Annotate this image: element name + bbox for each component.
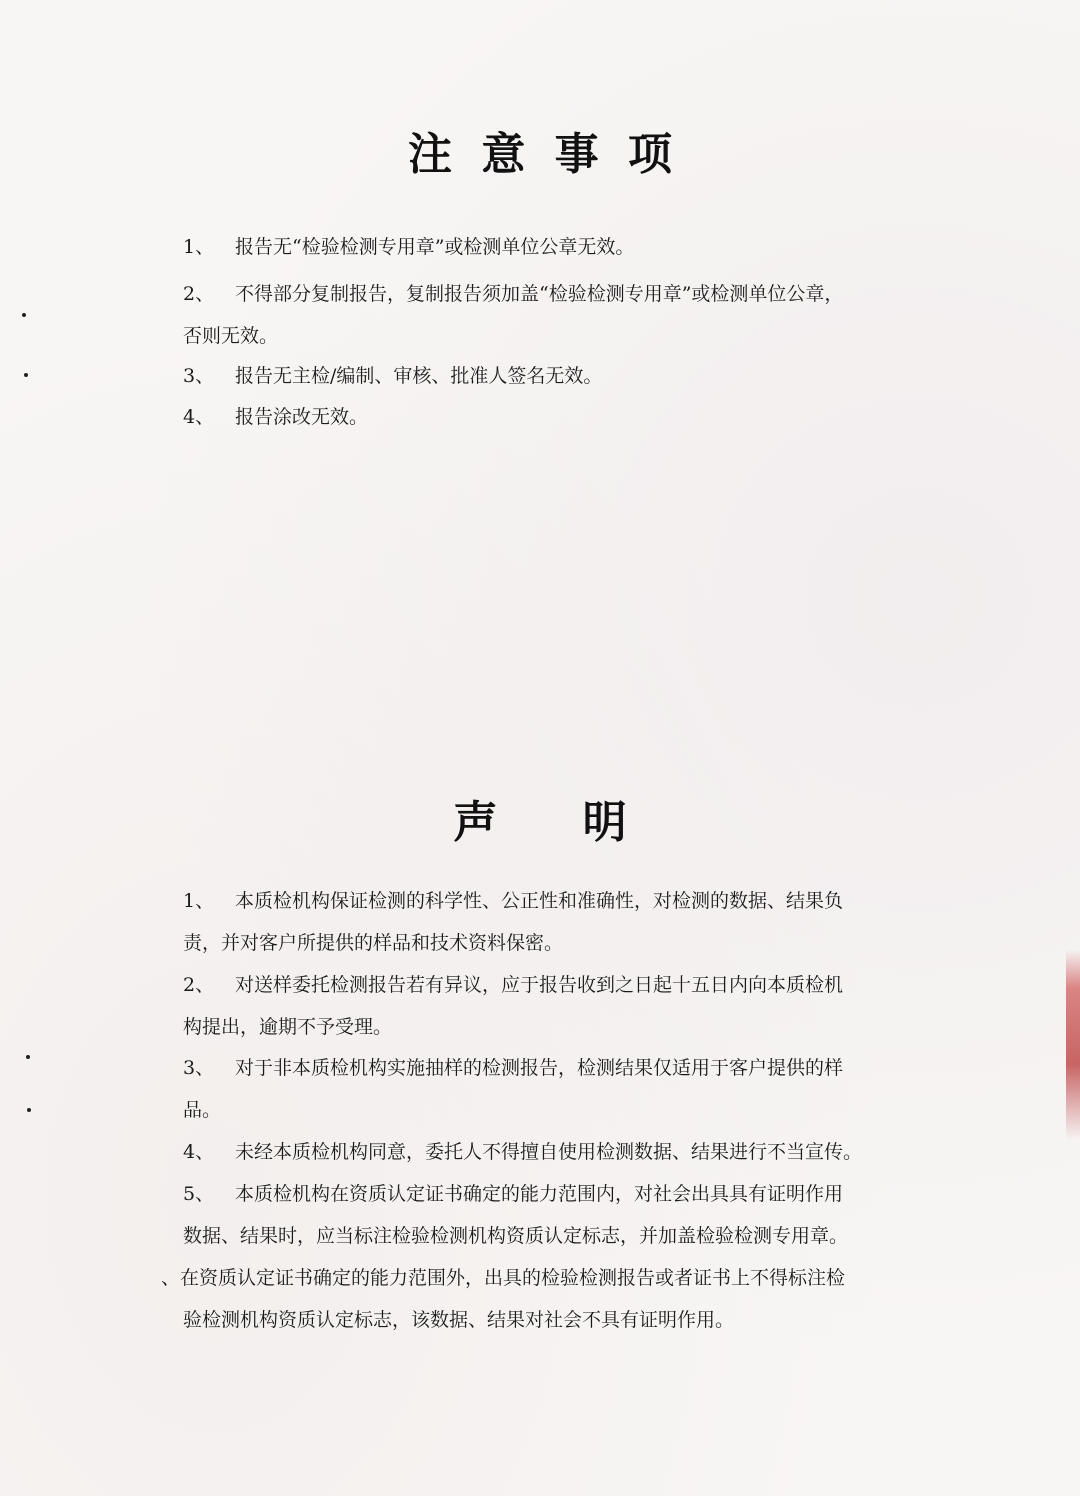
notice-item-number: 3、 — [183, 365, 215, 387]
statement-item-3 — [183, 1047, 913, 1131]
statement-item-text: 未经本质检机构同意，委托人不得擅自使用检测数据、结果进行不当宣传。 — [235, 1141, 863, 1163]
notice-item-text: 报告无“检验检测专用章”或检测单位公章无效。 — [235, 236, 635, 258]
statement-item-5 — [161, 1173, 913, 1341]
statement-item-number: 1、 — [183, 890, 215, 912]
scan-speck — [24, 373, 28, 377]
statement-item-number: 2、 — [183, 974, 215, 996]
statement-item-text-cont: 品。 — [183, 1099, 222, 1121]
scan-speck — [26, 1055, 30, 1059]
statement-item-text-cont: 验检测机构资质认定标志，该数据、结果对社会不具有证明作用。 — [183, 1309, 735, 1331]
statement-item-text: 对于非本质检机构实施抽样的检测报告，检测结果仅适用于客户提供的样 — [235, 1057, 844, 1079]
statement-item-text-cont: 数据、结果时，应当标注检验检测机构资质认定标志，并加盖检验检测专用章。 — [183, 1225, 849, 1247]
statement-item-number: 4、 — [183, 1141, 215, 1163]
notice-item-number: 4、 — [183, 406, 215, 428]
scan-speck — [27, 1108, 31, 1112]
statement-item-text: 本质检机构保证检测的科学性、公正性和准确性，对检测的数据、结果负 — [235, 890, 844, 912]
notice-item-1 — [183, 226, 913, 268]
statement-item-number: 5、 — [183, 1183, 215, 1205]
notice-item-text: 报告无主检/编制、审核、批准人签名无效。 — [235, 365, 603, 387]
statement-item-4 — [183, 1131, 913, 1173]
notice-item-text-cont: 否则无效。 — [183, 325, 279, 347]
notice-item-number: 2、 — [183, 283, 215, 305]
statement-item-text-cont: 责，并对客户所提供的样品和技术资料保密。 — [183, 932, 564, 954]
red-stamp-edge — [1066, 950, 1080, 1140]
statement-item-text: 本质检机构在资质认定证书确定的能力范围内，对社会出具具有证明作用 — [235, 1183, 844, 1205]
statement-item-number: 3、 — [183, 1057, 215, 1079]
notice-title: 注 意 事 项 — [408, 129, 672, 180]
notice-item-4 — [183, 396, 913, 438]
notice-item-text: 报告涂改无效。 — [235, 406, 369, 428]
statement-item-text-cont: 构提出，逾期不予受理。 — [183, 1016, 393, 1038]
statement-item-1 — [183, 880, 913, 964]
statement-title-text: 声 明 — [453, 797, 627, 848]
statement-item-2 — [183, 964, 913, 1048]
statement-item-text: 对送样委托检测报告若有异议，应于报告收到之日起十五日内向本质检机 — [235, 974, 844, 996]
notice-item-3 — [183, 355, 913, 397]
statement-item-text-cont: 、在资质认定证书确定的能力范围外，出具的检验检测报告或者证书上不得标注检 — [161, 1267, 846, 1289]
notice-item-text: 不得部分复制报告，复制报告须加盖“检验检测专用章”或检测单位公章， — [235, 283, 844, 305]
statement-title — [0, 786, 1080, 850]
scan-speck — [22, 313, 26, 317]
notice-item-number: 1、 — [183, 236, 215, 258]
notice-item-2 — [183, 273, 913, 357]
